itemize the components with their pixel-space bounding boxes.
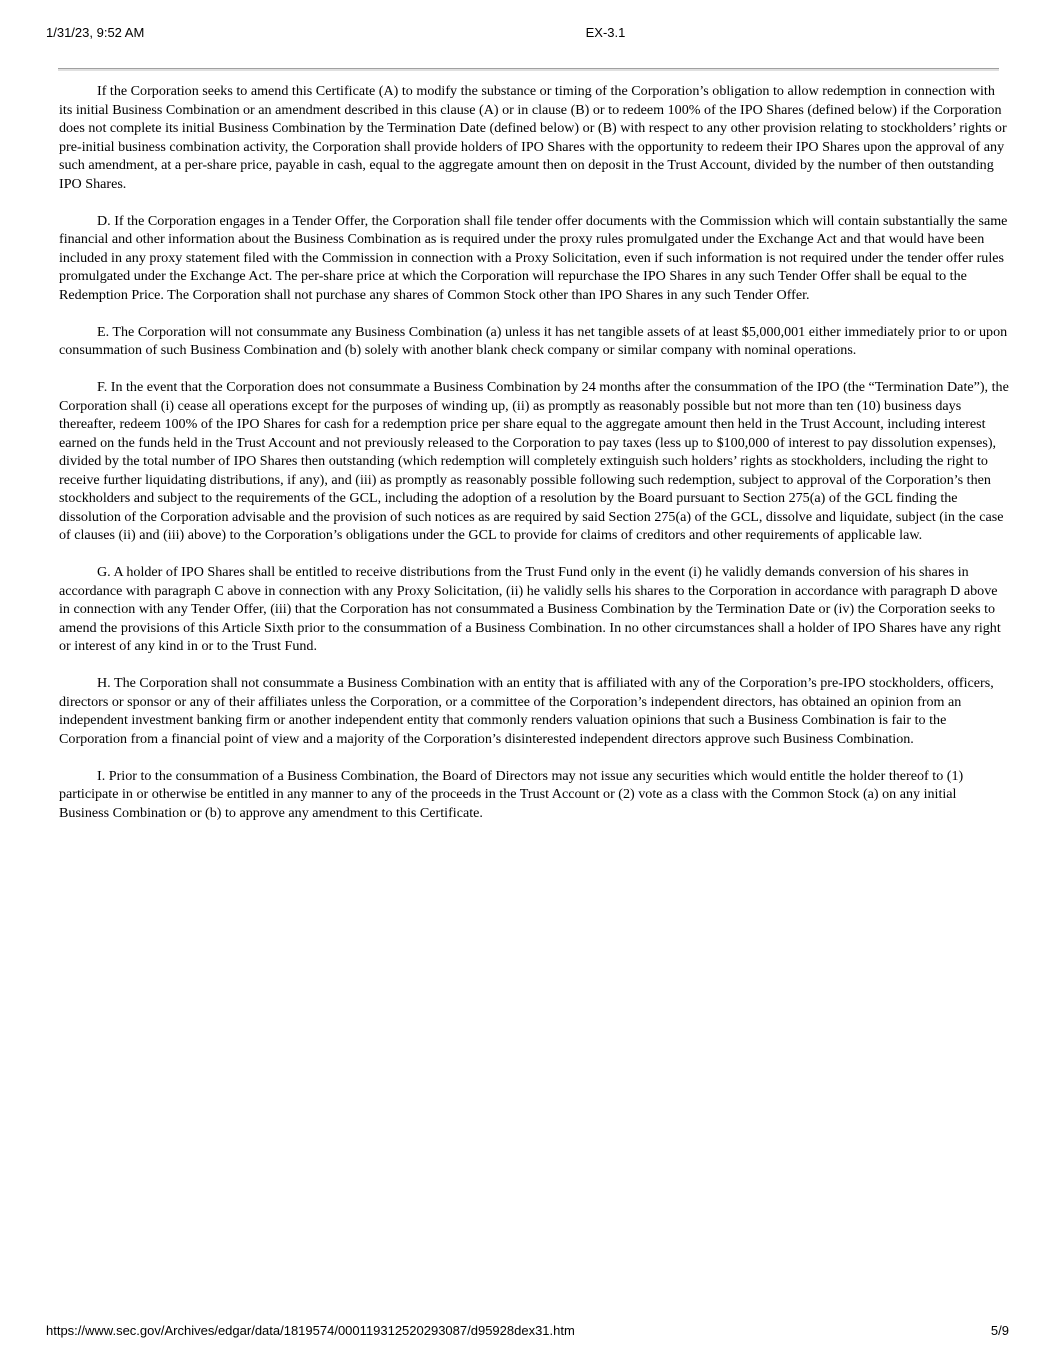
- source-url: https://www.sec.gov/Archives/edgar/data/1819574/000119312520293087/d95928dex31.htm: [46, 1323, 575, 1338]
- print-timestamp: 1/31/23, 9:52 AM: [46, 25, 145, 40]
- print-header: [0, 25, 1055, 43]
- paragraph-i-securities-issuance: I. Prior to the consummation of a Business Combination, the Board of Directors may not issue any securities which would entitle the holder thereof to (1) participate in or otherwise be entitled in any manner to any of the proceeds in the Trust Account or (2) vote as a class with the Common Stock (a) on any initial Business Combination or (b) to approve any amendment to this Certificate.: [59, 767, 964, 821]
- paragraph-e-net-tangible-assets: E. The Corporation will not consummate any Business Combination (a) unless it has net tangible assets of at least $5,000,001 either immediately prior to or upon consummation of such Business Combination and (b) solely with another blank check company or similar company with nominal operations.: [59, 323, 1008, 358]
- paragraph-h-affiliated-entity: H. The Corporation shall not consummate a Business Combination with an entity that is affiliated with any of the Corporation’s pre-IPO stockholders, officers, directors or sponsor or any of their affiliates unless the Corporation, or a committee of the Corporation’s independent directors, has obtained an opinion from an independent investment banking firm or another independent entity that commonly renders valuation opinions that such a Business Combination is fair to the Corporation from a financial point of view and a majority of the Corporation’s disinterested independent directors approve such Business Combination.: [59, 675, 994, 747]
- print-footer: [0, 1323, 1055, 1341]
- paragraph-f-termination: F. In the event that the Corporation does not consummate a Business Combination by 24 months after the consummation of the IPO (the “Termination Date”), the Corporation shall (i) cease all operations except for the purposes of winding up, (ii) as promptly as reasonably possible but not more than ten (10) business days thereafter, redeem 100% of the IPO Shares for cash for a redemption price per share equal to the aggregate amount then held in the Trust Account, including interest earned on the funds held in the Trust Account and not previously released to the Corporation to pay taxes (less up to $100,000 of interest to pay dissolution expenses), divided by the total number of IPO Shares then outstanding (which redemption will completely extinguish such holders’ rights as stockholders, including the right to receive further liquidating distributions, if any), and (iii) as promptly as reasonably possible following such redemption, subject to approval of the Corporation’s then stockholders and subject to the requirements of the GCL, including the adoption of a resolution by the Board pursuant to Section 275(a) of the GCL finding the dissolution of the Corporation advisable and the provision of such notices as are required by said Section 275(a) of the GCL, dissolve and liquidate, subject (in the case of clauses (ii) and (iii) above) to the Corporation’s obligations under the GCL to provide for claims of creditors and other requirements of applicable law.: [59, 379, 1009, 543]
- page-number: 5/9: [990, 1323, 1009, 1338]
- document-body: [59, 82, 1009, 841]
- paragraph-g-trust-fund-distributions: G. A holder of IPO Shares shall be entitled to receive distributions from the Trust Fund only in the event (i) he validly demands conversion of his shares in accordance with paragraph C above in connection with any Proxy Solicitation, (ii) he validly sells his shares to the Corporation in accordance with paragraph D above in connection with any Tender Offer, (iii) that the Corporation has not consummated a Business Combination by the Termination Date or (iv) the Corporation seeks to amend the provisions of this Article Sixth prior to the consummation of a Business Combination. In no other circumstances shall a holder of IPO Shares have any right or interest of any kind in or to the Trust Fund.: [59, 564, 1001, 654]
- paragraph-d-tender-offer: D. If the Corporation engages in a Tender Offer, the Corporation shall file tender offer documents with the Commission which will contain substantially the same financial and other information about the Business Combination as is required under the proxy rules promulgated under the Exchange Act and that would have been included in any proxy statement filed with the Commission in connection with a Proxy Solicitation, even if such information is not required under the tender offer rules promulgated under the Exchange Act. The per-share price at which the Corporation will repurchase the IPO Shares in any such Tender Offer shall be equal to the Redemption Price. The Corporation shall not purchase any shares of Common Stock other than IPO Shares in any such Tender Offer.: [59, 212, 1008, 303]
- paragraph-amendment-redemption: If the Corporation seeks to amend this Certificate (A) to modify the substance or timing of the Corporation’s obligation to allow redemption in connection with its initial Business Combination or an amendment described in this clause (A) or in clause (B) or to redeem 100% of the IPO Shares (defined below) if the Corporation does not complete its initial Business Combination by the Termination Date (defined below) or (B) with respect to any other provision relating to stockholders’ rights or pre-initial business combination activity, the Corporation shall provide holders of IPO Shares with the opportunity to redeem their IPO Shares upon the approval of any such amendment, at a per-share price, payable in cash, equal to the aggregate amount then on deposit in the Trust Account, divided by the number of then outstanding IPO Shares.: [59, 83, 1007, 192]
- document-title: EX-3.1: [585, 25, 626, 40]
- horizontal-rule: [58, 68, 999, 71]
